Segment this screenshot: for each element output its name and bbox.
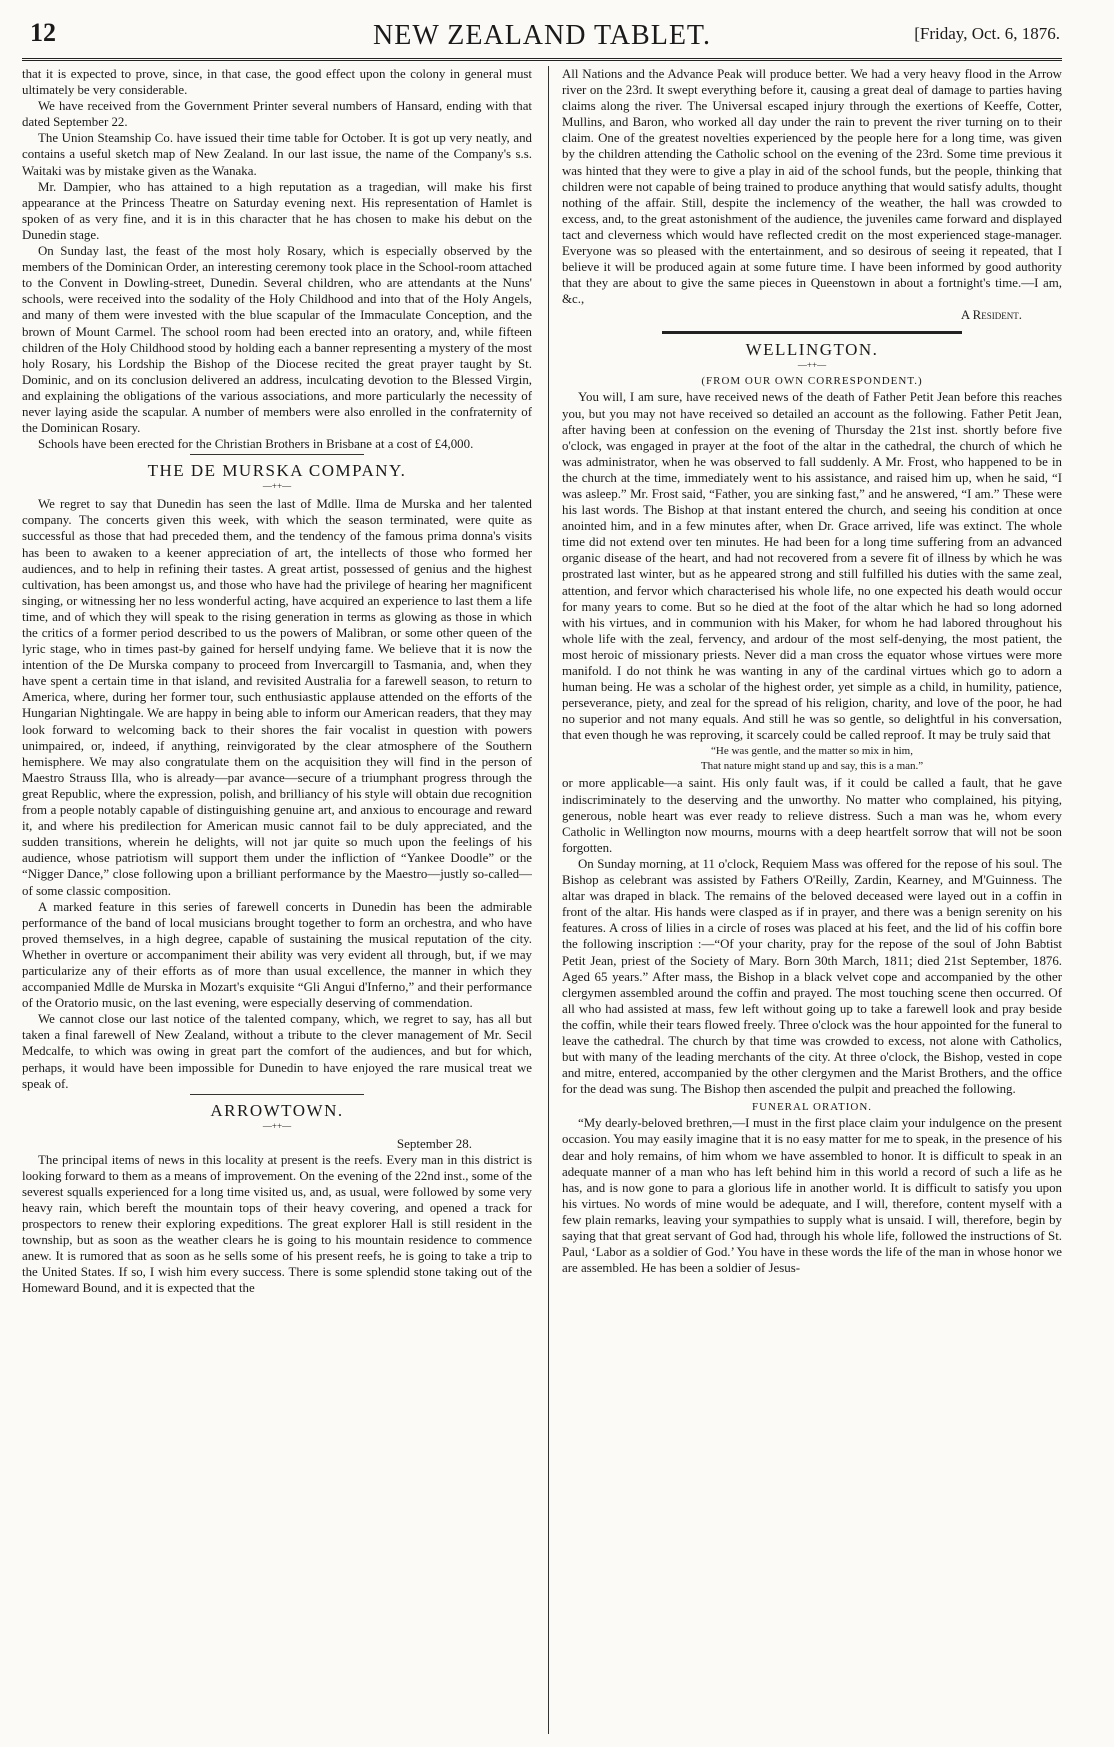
dateline: September 28. [396,1135,472,1151]
right-column [562,66,1062,1734]
issue-date: [Friday, Oct. 6, 1876. [914,24,1060,43]
paragraph: We have received from the Government Printer several numbers of Hansard, ending with that dated September 22. [22,99,532,130]
paragraph: A marked feature in this series of farewell concerts in Dunedin has been the admirable performance of the band of local musicians brought together to form an orchestra, and who have proved themselves, in a high degree, capable of sustaining the musical reputation of the city. Whether in overture or accompaniment their ability was very evident all through, but, if we may particularize any of their efforts as of more than usual excellence, the manner in which they accompanied Mdlle de Murska in Mozart's exquisite “Gli Angui d'Inferno,” and their performance of the Oratorio music, on the last evening, were especially deserving of commendation. [22,899,532,1011]
paragraph: On Sunday last, the feast of the most holy Rosary, which is especially observed by the members of the Dominican Order, an interesting ceremony took place in the School-room attached to the Convent in Dowling-street, Dunedin. Several children, who are attendants at the Nuns' schools, were received into the sodality of the Holy Childhood and into that of the Holy Angels, and many of them were invested with the blue scapular of the Immaculate Conception, and the brown of Mount Carmel. The school room had been erected into an oratory, and, while fifteen children of the Holy Childhood stood by holding each a banner representing a mystery of the most holy Rosary, his Lordship the Bishop of the Diocese recited the great prayer taught by St. Dominic, and on its conclusion delivered an address, inculcating devotion to the Blessed Virgin, and explaining the obligations of the various associations, and more particularly the necessity of never laying aside the scapular. A number of members were also enrolled in the confraternity of the Dominican Rosary. [22,244,532,436]
correspondent-subheading: (FROM OUR OWN CORRESPONDENT.) [701,375,923,388]
column-divider [548,66,549,1734]
divider [662,331,962,334]
ornament: —++— [262,481,292,492]
ornament: —++— [797,360,827,371]
section-heading-wellington: WELLINGTON. [745,340,879,360]
oration-heading: FUNERAL ORATION. [751,1101,873,1114]
paragraph: The Union Steamship Co. have issued their time table for October. It is got up very neatly, and contains a useful sketch map of New Zealand. In our last issue, the name of the Company's s.s. Waitaki was by mistake given as the Wanaka. [22,131,532,178]
divider [190,1094,363,1095]
paragraph: The principal items of news in this locality at present is the reefs. Every man in this district is looking forward to them as a means of improvement. On the evening of the 22nd inst., some of the severest squalls experienced for a long time visited us, and, as usual, were followed by some very heavy rain, which bereft the mountain tops of their heavy covering, and opened a track for prospectors to renew their exploring expeditions. The great explorer Hall is still resident in the township, but as soon as the weather clears he is going to his mountain residence to commence anew. It is rumored that as soon as he sells some of his present reefs, he is going to take a trip to the United States. If so, I wish him every success. There is some splendid stone taking out of the Homeward Bound, and it is expected that the [22,1152,532,1296]
ornament: —++— [262,1120,292,1131]
paragraph: You will, I am sure, have received news of the death of Father Petit Jean before this reaches you, but you may not have received so detailed an account as the following. Father Petit Jean, after having been at confession on the evening of Thursday the 21st inst. shortly before five o'clock, was engaged in prayer at the foot of the altar in the cathedral, the church of which he was administrator, when he was observed to fall suddenly. A Mr. Frost, who happened to be in the church at the time, immediately went to his assistance, and raised him up, when he said, “I was asleep.” Mr. Frost said, “Father, you are sinking fast,” and he answered, “I am.” These were his last words. The Bishop at that instant entered the church, and seeing his condition at once anointed him, and in a few minutes after, when Dr. Grace arrived, life was extinct. The whole time did not extend over ten minutes. He had been for a long time suffering from an advanced organic disease of the heart, and had not recovered from a severe fit of illness by which he was prostrated last winter, but as he appeared strong and still fulfilled his duties with the same zeal, attention, and fervor which characterised his whole life, no one expected his death would occur for many years to come. But so he died at the foot of the altar which he had so long adorned with his virtues, and in communion with his Maker, for whom he had labored throughout his whole life with the zeal, fervency, and ardour of the most self-denying, the most patient, the most heroic of missionary priests. Never did a man cross the equator whose virtues were more manifold. I do not think he was wanting in any of the cardinal virtues which go to adorn a human being. He was a scholar of the highest order, yet simple as a child, in humility, patience, perseverance, piety, and zeal for the spread of his religion, charity, and love of the poor, he had no superior and not many equals. And still he was so gentle, so delightful in his conversation, that even though he was reproving, it scarcely could be called reproof. It may be truly said that [562,390,1062,743]
paragraph: We regret to say that Dunedin has seen the last of Mdlle. Ilma de Murska and her talented company. The concerts given this week, with which the season terminated, were quite as successful as those that had preceded them, and the tendency of the famous prima donna's visits has been to awaken to a keener appreciation of art, the intellects of those who formed her audiences, and to help in refining their tastes. A great artist, possessed of genius and the highest cultivation, has been amongst us, and those who have had the privilege of hearing her magnificent singing, or witnessing her no less wonderful acting, have acquired an experience to last them a life time, and of which they will speak to the rising generation in terms as glowing as those in which the critics of a former period described to us the powers of Malibran, or some other queen of the lyric stage, who in times past-by gained for herself undying fame. We believe that it is now the intention of the De Murska company to proceed from Invercargill to Tasmania, and, when they have spent a certain time in that island, and revisited Australia for a farewell season, to return to America, where, during her former tour, such enthusiastic applause attended on the efforts of the Hungarian Nightingale. We are happy in being able to inform our American readers, that they may look forward to welcoming back to their shores the fair vocalist in question with powers unimpaired, or, indeed, if anything, reinvigorated by the clear atmosphere of the Southern hemisphere. We may also congratulate them on the acquisition they will find in the person of Maestro Strauss Illa, who is already—par avance—secure of a triumphant progress through the great Republic, where the expression, polish, and brilliancy of his style will obtain due recognition from a people notably capable of distinguishing genuine art, and anxious to encourage and reward it, and where his predilection for American music cannot fail to be duly appreciated, and the sudden transitions, wherein he delights, will not jar quite so much upon the feelings of his audience, whose patriotism will support them under the infliction of “Yankee Doodle” or the “Nigger Dance,” close following upon a brilliant performance by the Maestro—justly so-called—of some classic composition. [22,497,532,898]
quote-line: That nature might stand up and say, this is a man.” [700,760,924,773]
paragraph: All Nations and the Advance Peak will produce better. We had a very heavy flood in the Arrow river on the 23rd. It swept everything before it, causing a great deal of damage to parties having claims along the river. The Universal escaped injury through the exertions of Keeffe, Cotter, Mullins, and Baron, who worked all day under the rain to prevent the river turning on to their claim. One of the greatest novelties experienced by the people here for a long time, was given by the children attending the Catholic school on the evening of the 23rd. Some time previous it was hinted that they were to give a play in aid of the school funds, but the people, thinking that children were not capable of being trained to produce anything that would satisfy adults, thought nothing of the affair. Still, despite the inclemency of the weather, the hall was crowded to excess, and, to the great astonishment of the audience, the juveniles came forward and displayed tact and cleverness which would have reflected credit on the most experienced stage-manager. Everyone was so pleased with the entertainment, and so desirous of seeing it repeated, that I believe it will be produced again at some future time. I have been informed by good authority that they are about to give the same pieces in Queenstown in about a fortnight's time.—I am, &c., [562,67,1062,307]
paragraph: or more applicable—a saint. His only fault was, if it could be called a fault, that he gave indiscriminately to the deserving and the unworthy. No matter who complained, his pitying, generous, noble heart was ever ready to relieve distress. Such a man was he, whom every Catholic in Wellington now mourns, mourns with a deep heartfelt sorrow that will not be soon forgotten. [562,776,1062,855]
paragraph: “My dearly-beloved brethren,—I must in the first place claim your indulgence on the present occasion. You may easily imagine that it is no easy matter for me to speak, in the presence of his dear and holy remains, of him whom we have assembled to honor. It is difficult to speak in an adequate manner of a man who has left behind him in this world a record of such a life as he has, and is now gone to para a glorious life in another world. It is difficult to satisfy you upon his virtues. No words of mine would be adequate, and I will, therefore, content myself with a few plain remarks, leaving your sympathies to supply what is unsaid. I will, therefore, begin by saying that that great servant of God had, through his whole life, followed the instructions of St. Paul, ‘Labor as a soldier of God.’ You have in these words the life of the man in whose honor we are assembled. He has been a soldier of Jesus- [562,1116,1062,1276]
divider [190,454,363,455]
paragraph: On Sunday morning, at 11 o'clock, Requiem Mass was offered for the repose of his soul. The Bishop as celebrant was assisted by Fathers O'Reilly, Zardin, Kearney, and M'Guinness. The altar was draped in black. The remains of the beloved deceased were layed out in a coffin in front of the altar. His hands were clasped as if in prayer, and there was a benign serenity on his features. A cross of lilies in a circle of roses was placed at his feet, and the lid of his coffin bore the following inscription :—“Of your charity, pray for the repose of the soul of John Babtist Petit Jean, priest of the Society of Mary. Born 30th March, 1811; died 21st September, 1876. Aged 65 years.” After mass, the Bishop in a black velvet cope and accompanied by the other clergymen assembled around the coffin and prayed. The most touching scene then occurred. Of all who had assisted at mass, few left without going up to take a farewell look and pray beside the coffin, while their tears flowed freely. Three o'clock was the hour appointed for the funeral to leave the cathedral. The church by that time was crowded to excess, not alone with Catholics, but with many of the leading merchants of the city. At three o'clock, the Bishop, vested in cope and mitre, entered, accompanied by the other clergymen and the Marist Brothers, and the office for the dead was sung. The Bishop then ascended the pulpit and preached the following. [562,856,1062,1097]
paragraph: We cannot close our last notice of the talented company, which, we regret to say, has all but taken a final farewell of New Zealand, without a tribute to the clever management of Mr. Secil Medcalfe, to which was owing in great part the comfort of the audiences, and but for which, perhaps, it would have been impossible for Dunedin to have enjoyed the rare musical treat we speak of. [22,1012,532,1091]
paragraph: Schools have been erected for the Christian Brothers in Brisbane at a cost of £4,000. [38,437,474,452]
newspaper-title: NEW ZEALAND TABLET. [373,20,711,51]
paragraph: that it is expected to prove, since, in that case, the good effect upon the colony in general must ultimately be very considerable. [22,67,532,98]
left-column [22,66,532,1734]
signature: A Resident. [960,308,1022,323]
masthead [22,14,1062,61]
quote-line: “He was gentle, and the matter so mix in him, [711,745,913,758]
section-heading-arrowtown: ARROWTOWN. [210,1100,344,1120]
paragraph: Mr. Dampier, who has attained to a high reputation as a tragedian, will make his first appearance at the Princess Theatre on Saturday evening next. His representation of Hamlet is spoken of as very fine, and it is in this character that he has chosen to make his debut on the Dunedin stage. [22,179,532,242]
section-heading-demurska: THE DE MURSKA COMPANY. [147,461,407,481]
page-number: 12 [30,18,56,47]
